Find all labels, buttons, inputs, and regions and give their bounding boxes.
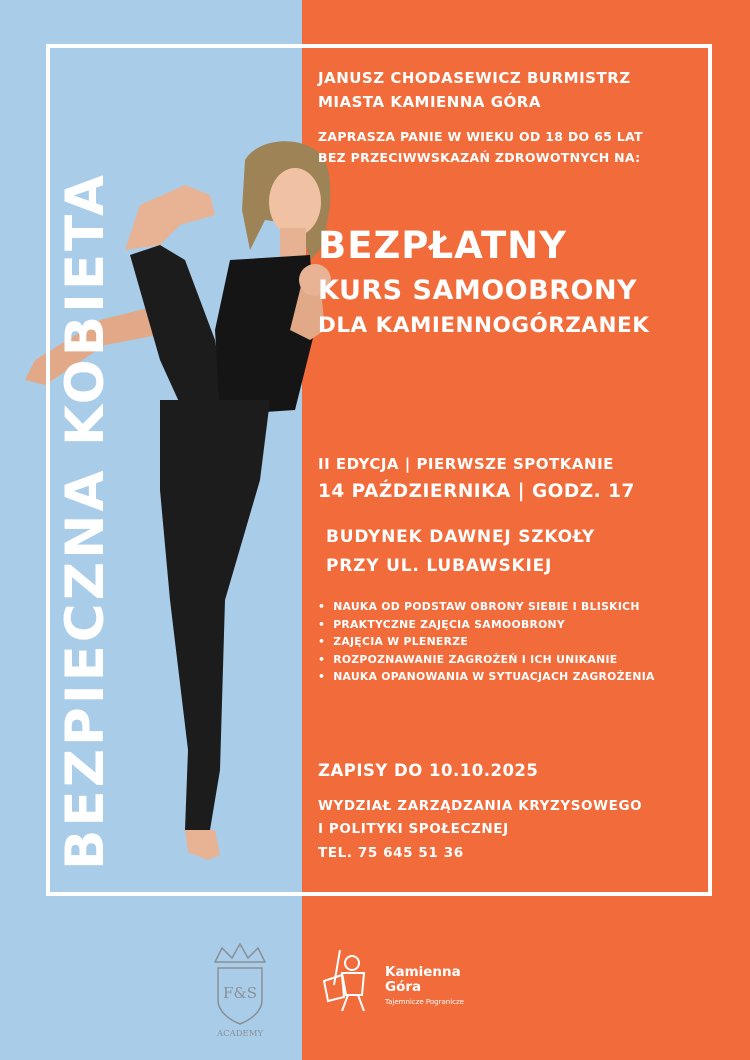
department-line2: I POLITYKI SPOŁECZNEJ — [318, 821, 509, 837]
list-item: • PRAKTYCZNE ZAJĘCIA SAMOOBRONY — [318, 616, 655, 634]
registration-deadline: ZAPISY DO 10.10.2025 — [318, 761, 539, 780]
benefits-list — [318, 598, 655, 686]
invite-line1: ZAPRASZA PANIE W WIEKU OD 18 DO 65 LAT — [318, 129, 643, 144]
title-line1: BEZPŁATNY — [318, 224, 567, 267]
department-line1: WYDZIAŁ ZARZĄDZANIA KRYZYSOWEGO — [318, 798, 643, 814]
kg-name-line2: Góra — [385, 979, 422, 995]
knight-logo — [320, 945, 380, 1015]
inviter-line1: JANUSZ CHODASEWICZ BURMISTRZ — [318, 69, 631, 87]
invitation — [318, 126, 643, 168]
location-line1: BUDYNEK DAWNEJ SZKOŁY — [326, 527, 596, 547]
inviter — [318, 66, 631, 114]
vertical-title: BEZPIECZNA KOBIETA — [55, 171, 116, 870]
list-item: • NAUKA OD PODSTAW OBRONY SIEBIE I BLISKICH — [318, 598, 655, 616]
list-item: • ZAJĘCIA W PLENERZE — [318, 633, 655, 651]
list-item: • ROZPOZNAWANIE ZAGROŻEŃ I ICH UNIKANIE — [318, 651, 655, 669]
fs-logo-subtitle: ACADEMY — [216, 1029, 264, 1039]
invite-line2: BEZ PRZECIWWSKAZAŃ ZDROWOTNYCH NA: — [318, 150, 641, 165]
phone-number: TEL. 75 645 51 36 — [318, 845, 464, 861]
fs-logo-letters: F&S — [222, 984, 258, 1002]
kamienna-gora-name — [385, 965, 461, 995]
kamienna-gora-tagline: Tajemnicze Pogranicze — [385, 998, 464, 1006]
date: 14 PAŹDZIERNIKA | GODZ. 17 — [318, 481, 635, 502]
kg-name-line1: Kamienna — [385, 964, 461, 980]
location-line2: PRZY UL. LUBAWSKIEJ — [326, 556, 553, 576]
fs-academy-crown-logo — [200, 940, 280, 1040]
edition: II EDYCJA | PIERWSZE SPOTKANIE — [318, 455, 614, 473]
title-line2: KURS SAMOOBRONY — [318, 275, 638, 306]
list-item: • NAUKA OPANOWANIA W SYTUACJACH ZAGROŻENIA — [318, 668, 655, 686]
title-line3: DLA KAMIENNOGÓRZANEK — [318, 313, 650, 338]
inviter-line2: MIASTA KAMIENNA GÓRA — [318, 93, 541, 111]
